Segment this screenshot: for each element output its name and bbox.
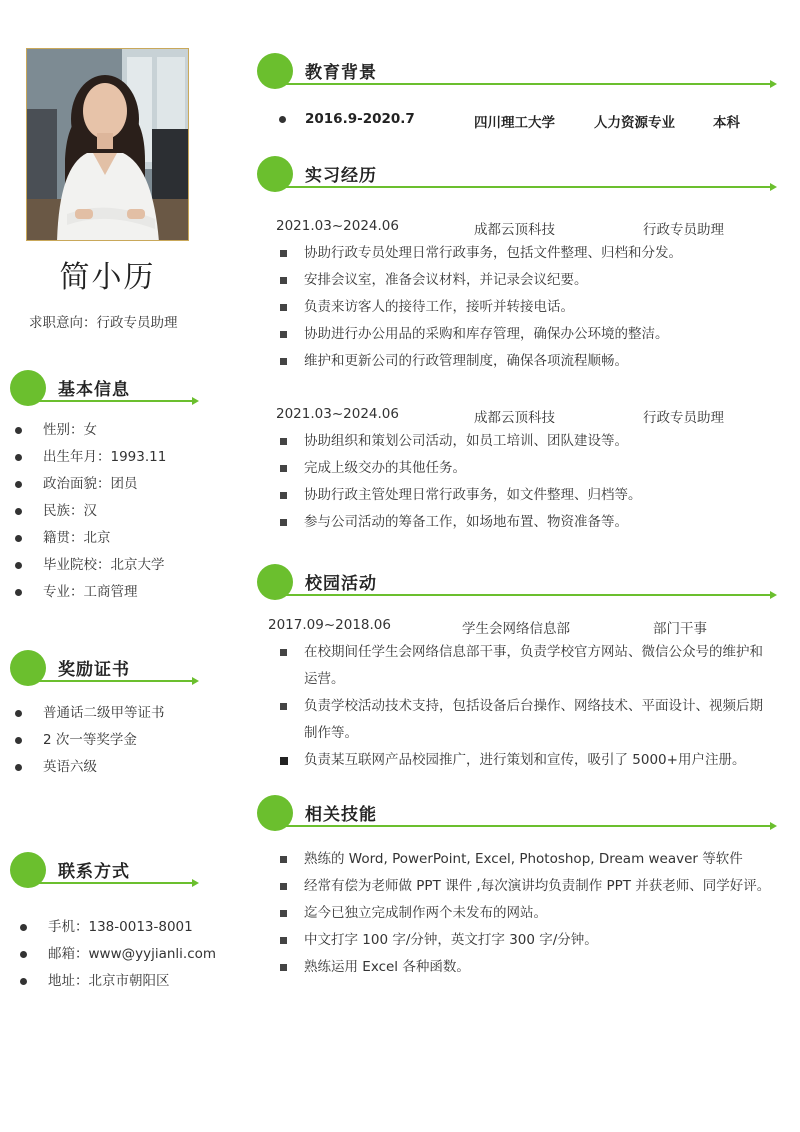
section-divider [28,400,193,402]
contact-list [20,918,216,999]
section-header-education [257,53,777,89]
section-divider [28,680,193,682]
section-header-awards [10,650,199,686]
bullet-icon [20,978,27,985]
bullet-icon [20,951,27,958]
duty-text: 协助进行办公用品的采购和库存管理，确保办公环境的整洁。 [304,326,669,342]
bullet-icon [279,116,286,123]
section-divider [28,882,193,884]
duty-text: 协助行政主管处理日常行政事务，如文件整理、归档等。 [304,487,642,503]
list-item [276,428,776,455]
job-company: 成都云顶科技 [474,222,555,238]
bullet-icon [15,710,22,717]
info-text: 民族：汉 [43,503,97,519]
section-title: 相关技能 [305,805,377,825]
award-text: 普通话二级甲等证书 [43,705,165,721]
list-item [15,475,166,502]
education-major: 人力资源专业 [594,115,675,131]
list-item [276,873,776,900]
bullet-icon [280,883,287,890]
section-title: 联系方式 [58,862,130,882]
duty-text: 参与公司活动的筹备工作，如场地布置、物资准备等。 [304,514,628,530]
duty-text: 安排会议室，准备会议材料，并记录会议纪要。 [304,272,588,288]
skill-text: 中文打字 100 字/分钟，英文打字 300 字/分钟。 [304,932,598,948]
campus-meta-row [268,617,788,637]
education-school: 四川理工大学 [474,115,555,131]
list-item [15,529,166,556]
education-period: 2016.9-2020.7 [305,111,415,127]
campus-activities-list [276,639,776,774]
bullet-icon [280,492,287,499]
section-divider [275,186,771,188]
bullet-icon [15,427,22,434]
bullet-icon [280,277,287,284]
education-row [276,110,776,130]
list-item [15,758,165,785]
info-text: 专业：工商管理 [43,584,138,600]
list-item [276,321,776,348]
list-item [20,945,216,972]
bullet-icon [280,649,287,656]
bullet-icon [280,250,287,257]
campus-role: 部门干事 [653,621,707,637]
awards-list [15,704,165,785]
bullet-icon [15,508,22,515]
bullet-icon [280,331,287,338]
address-text: 地址：北京市朝阳区 [48,973,170,989]
duty-text: 协助行政专员处理日常行政事务，包括文件整理、归档和分发。 [304,245,682,261]
list-item [276,455,776,482]
info-text: 政治面貌：团员 [43,476,138,492]
activity-text: 在校期间任学生会网络信息部干事，负责学校官方网站、微信公众号的维护和运营。 [304,644,763,687]
section-header-internship [257,156,777,192]
bullet-icon [15,562,22,569]
candidate-name: 简小历 [59,260,156,295]
list-item [15,704,165,731]
bullet-icon [280,438,287,445]
bullet-icon [15,764,22,771]
list-item [276,954,776,981]
info-text: 出生年月：1993.11 [43,449,167,465]
arrow-right-icon [770,80,777,88]
section-divider [275,83,771,85]
job-meta-row [276,406,796,426]
section-header-contact [10,852,199,888]
list-item [276,509,776,536]
portrait-image [27,49,189,241]
list-item [20,918,216,945]
activity-text: 负责某互联网产品校园推广，进行策划和宣传，吸引了 5000+用户注册。 [304,752,746,768]
skill-text: 熟练的 Word, PowerPoint, Excel, Photoshop, Dream weaver 等软件 [304,851,743,867]
profile-photo [26,48,189,241]
skill-text: 迄今已独立完成制作两个未发布的网站。 [304,905,547,921]
section-header-skills [257,795,777,831]
bullet-icon [15,454,22,461]
job-meta-row [276,218,796,238]
arrow-right-icon [770,183,777,191]
list-item [276,693,776,747]
section-header-basic-info [10,370,199,406]
list-item [276,639,776,693]
list-item [276,267,776,294]
list-item [276,348,776,375]
bullet-icon [15,589,22,596]
bullet-icon [20,924,27,931]
info-text: 性别：女 [43,422,97,438]
list-item [276,482,776,509]
list-item [276,240,776,267]
bullet-icon [280,703,287,710]
bullet-icon [280,358,287,365]
phone-text: 手机：138-0013-8001 [48,919,193,935]
list-item [15,556,166,583]
job-intent: 求职意向：行政专员助理 [29,315,178,331]
skills-list [276,846,776,981]
duty-text: 完成上级交办的其他任务。 [304,460,466,476]
bullet-icon [280,465,287,472]
section-header-campus [257,564,777,600]
section-title: 教育背景 [305,63,377,83]
duty-text: 协助组织和策划公司活动，如员工培训、团队建设等。 [304,433,628,449]
job-company: 成都云顶科技 [474,410,555,426]
duty-text: 负责来访客人的接待工作，接听并转接电话。 [304,299,574,315]
bullet-icon [15,481,22,488]
bullet-icon [280,964,287,971]
education-degree: 本科 [713,115,740,131]
list-item [276,294,776,321]
arrow-right-icon [192,879,199,887]
arrow-right-icon [770,591,777,599]
activity-text: 负责学校活动技术支持，包括设备后台操作、网络技术、平面设计、视频后期制作等。 [304,698,763,741]
email-text: 邮箱：www@yyjianli.com [48,946,217,962]
bullet-icon [15,737,22,744]
list-item [276,846,776,873]
arrow-right-icon [192,397,199,405]
bullet-icon [280,910,287,917]
arrow-right-icon [770,822,777,830]
job-role: 行政专员助理 [643,222,724,238]
list-item [276,747,776,774]
list-item [15,583,166,610]
campus-org: 学生会网络信息部 [462,621,570,637]
job-duties-list [276,428,776,536]
section-divider [275,825,771,827]
bullet-icon [15,535,22,542]
campus-period: 2017.09~2018.06 [268,617,391,633]
list-item [15,502,166,529]
list-item [15,448,166,475]
info-text: 毕业院校：北京大学 [43,557,165,573]
section-divider [275,594,771,596]
job-period: 2021.03~2024.06 [276,406,399,422]
job-period: 2021.03~2024.06 [276,218,399,234]
job-role: 行政专员助理 [643,410,724,426]
arrow-right-icon [192,677,199,685]
bullet-icon [280,519,287,526]
duty-text: 维护和更新公司的行政管理制度，确保各项流程顺畅。 [304,353,628,369]
basic-info-list [15,421,166,610]
info-text: 籍贯：北京 [43,530,111,546]
skill-text: 经常有偿为老师做 PPT 课件 ,每次演讲均负责制作 PPT 并获老师、同学好评。 [304,878,771,894]
job-duties-list [276,240,776,375]
section-title: 基本信息 [58,380,130,400]
section-title: 校园活动 [305,574,377,594]
list-item [276,927,776,954]
section-title: 奖励证书 [58,660,130,680]
section-title: 实习经历 [305,166,377,186]
list-item [20,972,216,999]
bullet-icon [280,856,287,863]
list-item [15,731,165,758]
bullet-icon [280,937,287,944]
list-item [15,421,166,448]
bullet-icon [280,757,288,765]
bullet-icon [280,304,287,311]
list-item [276,900,776,927]
award-text: 2 次一等奖学金 [43,732,137,748]
skill-text: 熟练运用 Excel 各种函数。 [304,959,470,975]
award-text: 英语六级 [43,759,97,775]
